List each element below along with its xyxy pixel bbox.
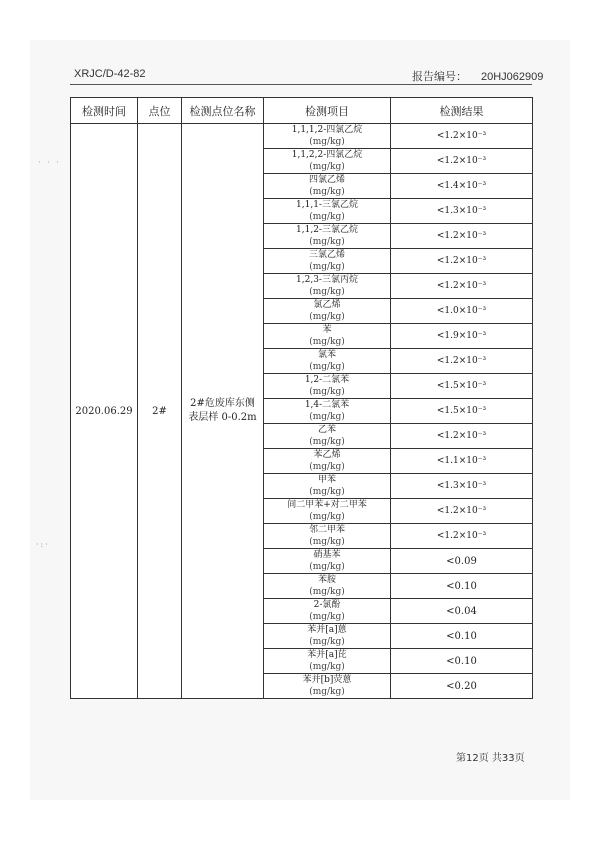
test-item-unit: (mg/kg) [309,337,345,347]
header-rule [70,84,532,85]
test-item-unit: (mg/kg) [309,512,345,522]
test-result-cell: <1.4×10⁻³ [391,174,533,199]
test-item-unit: (mg/kg) [309,212,345,222]
test-result-cell: <0.09 [391,549,533,574]
test-item-unit: (mg/kg) [309,537,345,547]
column-header: 检测项目 [264,98,391,124]
test-item-name: 苯并[a]蒽 [307,625,347,635]
test-item-unit: (mg/kg) [309,612,345,622]
test-item-name: 1,4-二氯苯 [304,400,350,410]
test-result-cell: <1.2×10⁻³ [391,224,533,249]
test-result-cell: <1.2×10⁻³ [391,499,533,524]
test-item-name: 三氯乙烯 [308,250,345,260]
test-item-cell [264,174,391,199]
scan-speckle: ·:· [36,540,50,549]
point-cell: 2# [138,124,182,699]
test-item-unit: (mg/kg) [309,487,345,497]
test-result-cell: <1.5×10⁻³ [391,399,533,424]
report-number-header [412,68,543,84]
report-number: 20HJ062909 [481,71,544,83]
test-result-cell: <1.2×10⁻³ [391,424,533,449]
test-item-unit: (mg/kg) [309,687,345,697]
test-item-name: 1,2-二氯苯 [304,375,350,385]
test-result-cell: <1.5×10⁻³ [391,374,533,399]
test-result-cell: <1.2×10⁻³ [391,274,533,299]
test-item-name: 1,1,2,2-四氯乙烷 [291,150,363,160]
test-item-cell [264,199,391,224]
test-item-unit: (mg/kg) [309,637,345,647]
test-item-name: 1,1,2-三氯乙烷 [296,225,358,235]
test-item-cell [264,499,391,524]
test-item-unit: (mg/kg) [309,437,345,447]
test-item-unit: (mg/kg) [309,462,345,472]
test-item-unit: (mg/kg) [309,137,345,147]
test-item-unit: (mg/kg) [309,662,345,672]
test-item-unit: (mg/kg) [309,262,345,272]
test-item-name: 1,1,1-三氯乙烷 [296,200,358,210]
test-result-cell: <0.20 [391,674,533,699]
test-item-unit: (mg/kg) [309,387,345,397]
test-item-cell [264,549,391,574]
test-result-cell: <1.9×10⁻³ [391,324,533,349]
table-header-row [71,98,533,124]
site-name-cell: 2#危废库东侧表层样 0-0.2m [182,124,264,699]
test-item-cell [264,624,391,649]
test-item-name: 间二甲苯+对二甲苯 [287,500,367,510]
test-result-cell: <1.3×10⁻³ [391,474,533,499]
table-row [71,124,533,149]
test-item-name: 1,1,1,2-四氯乙烷 [291,125,363,135]
test-item-unit: (mg/kg) [309,562,345,572]
test-result-cell: <1.2×10⁻³ [391,124,533,149]
test-item-cell [264,349,391,374]
test-item-cell [264,249,391,274]
test-item-cell [264,449,391,474]
test-result-cell: <1.0×10⁻³ [391,299,533,324]
test-item-name: 乙苯 [317,425,336,435]
date-cell: 2020.06.29 [71,124,138,699]
test-result-cell: <0.10 [391,649,533,674]
test-item-unit: (mg/kg) [309,287,345,297]
test-result-cell: <1.3×10⁻³ [391,199,533,224]
test-item-unit: (mg/kg) [309,237,345,247]
test-item-cell [264,224,391,249]
test-result-cell: <0.04 [391,599,533,624]
scan-speckle: · · · [38,158,61,167]
test-item-name: 1,2,3-三氯丙烷 [296,275,358,285]
document-code: XRJC/D-42-82 [74,68,146,80]
test-item-cell [264,324,391,349]
test-item-cell [264,299,391,324]
test-item-cell [264,574,391,599]
column-header: 点位 [138,98,182,124]
test-item-name: 苯胺 [317,575,336,585]
test-result-cell: <1.2×10⁻³ [391,524,533,549]
test-item-cell [264,524,391,549]
test-item-name: 苯并[b]荧蒽 [302,675,352,685]
test-item-name: 苯乙烯 [313,450,341,460]
test-item-cell [264,274,391,299]
column-header: 检测结果 [391,98,533,124]
test-item-cell [264,474,391,499]
test-item-cell [264,374,391,399]
test-item-name: 硝基苯 [313,550,341,560]
test-result-cell: <0.10 [391,624,533,649]
test-item-cell [264,674,391,699]
test-item-unit: (mg/kg) [309,362,345,372]
test-result-cell: <0.10 [391,574,533,599]
test-result-cell: <1.2×10⁻³ [391,149,533,174]
column-header: 检测点位名称 [182,98,264,124]
test-item-cell [264,599,391,624]
test-item-cell [264,649,391,674]
test-item-unit: (mg/kg) [309,412,345,422]
report-number-label: 报告编号： [412,71,467,83]
page-number: 第12页 共33页 [456,753,525,764]
test-item-unit: (mg/kg) [309,312,345,322]
test-item-unit: (mg/kg) [309,162,345,172]
results-table [70,97,533,699]
test-item-name: 氯乙烯 [313,300,341,310]
column-header: 检测时间 [71,98,138,124]
test-result-cell: <1.2×10⁻³ [391,349,533,374]
test-item-name: 苯 [322,325,332,335]
test-item-cell [264,149,391,174]
test-item-name: 甲苯 [317,475,336,485]
test-item-name: 苯并[a]芘 [307,650,347,660]
test-item-cell [264,399,391,424]
test-item-cell [264,424,391,449]
test-result-cell: <1.1×10⁻³ [391,449,533,474]
test-item-name: 四氯乙烯 [308,175,345,185]
test-item-name: 邻二甲苯 [308,525,345,535]
test-item-cell [264,124,391,149]
test-item-name: 2-氯酚 [313,600,341,610]
test-item-unit: (mg/kg) [309,587,345,597]
test-item-unit: (mg/kg) [309,187,345,197]
test-item-name: 氯苯 [317,350,336,360]
test-result-cell: <1.2×10⁻³ [391,249,533,274]
